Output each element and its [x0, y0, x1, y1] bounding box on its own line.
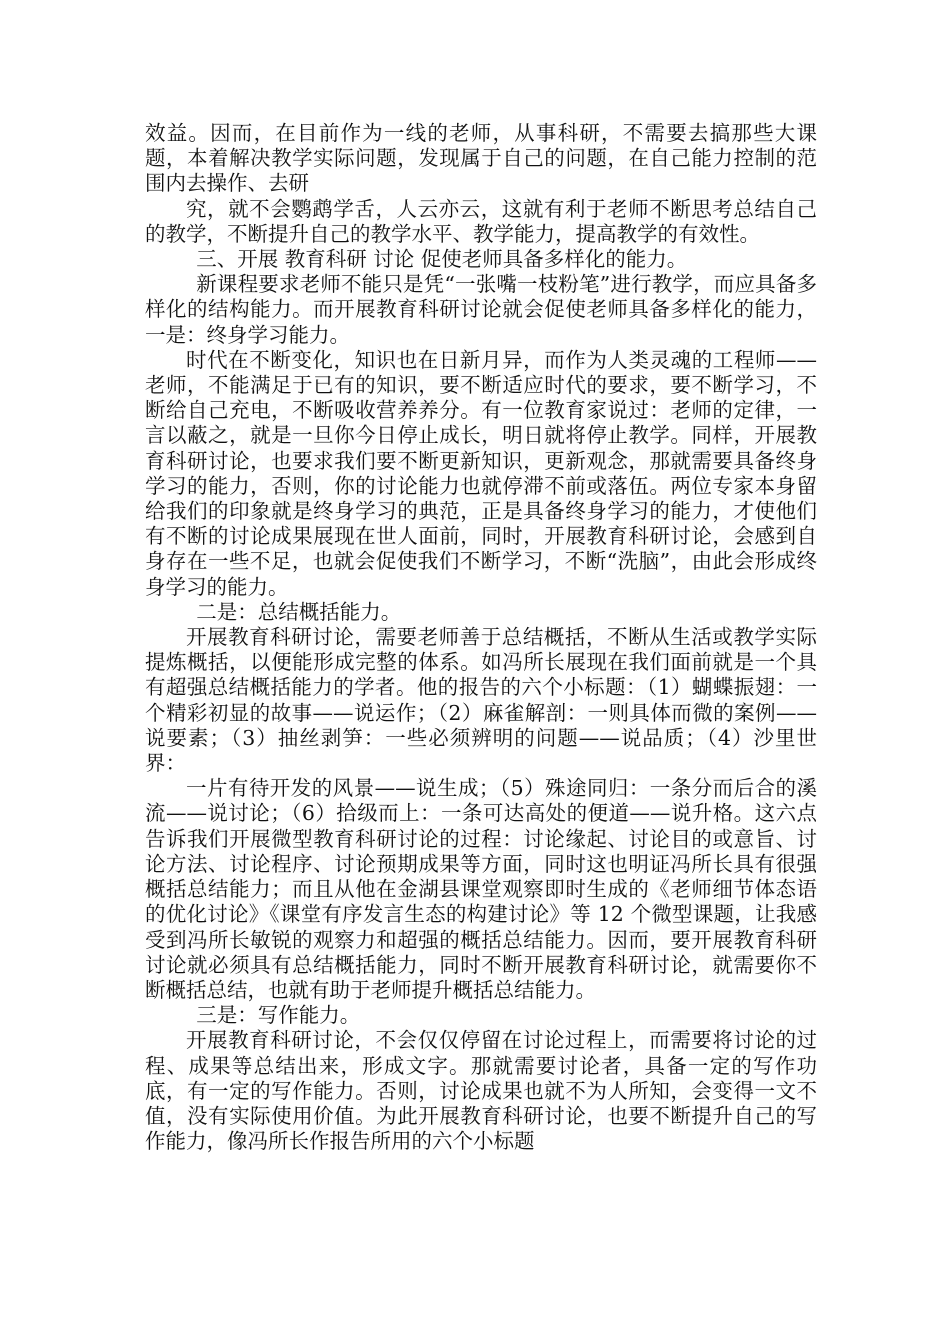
- section-heading-three: 三、开展 教育科研 讨论 促使老师具备多样化的能力。: [196, 247, 688, 272]
- paragraph-writing: 开展教育科研讨论，不会仅仅停留在讨论过程上，而需要将讨论的过程、成果等总结出来，形成文字。那就需要讨论者，具备一定的写作功底，有一定的写作能力。否则，讨论成果也就不为人所知，会变得一文不值，没有实际使用价值。为此开展教育科研讨论，也要不断提升自己的写作能力，像冯所长作报告所用的六个小标题: [145, 1028, 817, 1154]
- paragraph-research-benefit: 究，就不会鹦鹉学舌，人云亦云，这就有利于老师不断思考总结自己的教学，不断提升自己的教学水平、教学能力，提高教学的有效性。: [145, 196, 817, 246]
- paragraph-six-subtitles: 一片有待开发的风景——说生成；（5）殊途同归：一条分而后合的溪流——说讨论；（6）拾级而上：一条可达高处的便道——说升格。这六点告诉我们开展微型教育科研讨论的过程：讨论缘起、讨论目的或意旨、讨论方法、讨论程序、讨论预期成果等方面，同时这也明证冯所长具有很强概括总结能力；而且从他在金湖县课堂观察即时生成的《老师细节体态语的优化讨论》《课堂有序发言生态的构建讨论》等 12 个微型课题，让我感受到冯所长敏锐的观察力和超强的概括总结能力。因而，要开展教育科研讨论就必须具有总结概括能力，同时不断开展教育科研讨论，就需要你不断概括总结，也就有助于老师提升概括总结能力。: [145, 776, 817, 1002]
- document-page: [145, 121, 817, 1154]
- paragraph-new-curriculum: 新课程要求老师不能只是凭“一张嘴一枝粉笔”进行教学，而应具备多样化的结构能力。而开展教育科研讨论就会促使老师具备多样化的能力， 一是：终身学习能力。: [145, 272, 817, 347]
- paragraph-summarizing: 开展教育科研讨论，需要老师善于总结概括，不断从生活或教学实际提炼概括，以便能形成完整的体系。如冯所长展现在我们面前就是一个具有超强总结概括能力的学者。他的报告的六个小标题：（1）蝴蝶振翅：一个精彩初显的故事——说运作；（2）麻雀解剖：一则具体而微的案例——说要素；（3）抽丝剥笋：一些必须辨明的问题——说品质；（4）沙里世界：: [145, 625, 817, 776]
- subheading-writing-ability: 三是：写作能力。: [196, 1003, 361, 1028]
- subheading-summarizing-ability: 二是：总结概括能力。: [196, 599, 402, 624]
- paragraph-continuation: 效益。因而，在目前作为一线的老师，从事科研，不需要去搞那些大课题，本着解决教学实际问题，发现属于自己的问题，在自己能力控制的范围内去操作、去研: [145, 121, 817, 196]
- paragraph-lifelong-learning: 时代在不断变化，知识也在日新月异，而作为人类灵魂的工程师——老师，不能满足于已有的知识，要不断适应时代的要求，要不断学习，不断给自己充电，不断吸收营养养分。有一位教育家说过：老师的定律，一言以蔽之，就是一旦你今日停止成长，明日就将停止教学。同样，开展教育科研讨论，也要求我们要不断更新知识，更新观念，那就需要具备终身学习的能力，否则，你的讨论能力也就停滞不前或落伍。两位专家本身留给我们的印象就是终身学习的典范，正是具备终身学习的能力，才使他们有不断的讨论成果展现在世人面前，同时，开展教育科研讨论，会感到自身存在一些不足，也就会促使我们不断学习，不断“洗脑”，由此会形成终身学习的能力。: [145, 347, 817, 599]
